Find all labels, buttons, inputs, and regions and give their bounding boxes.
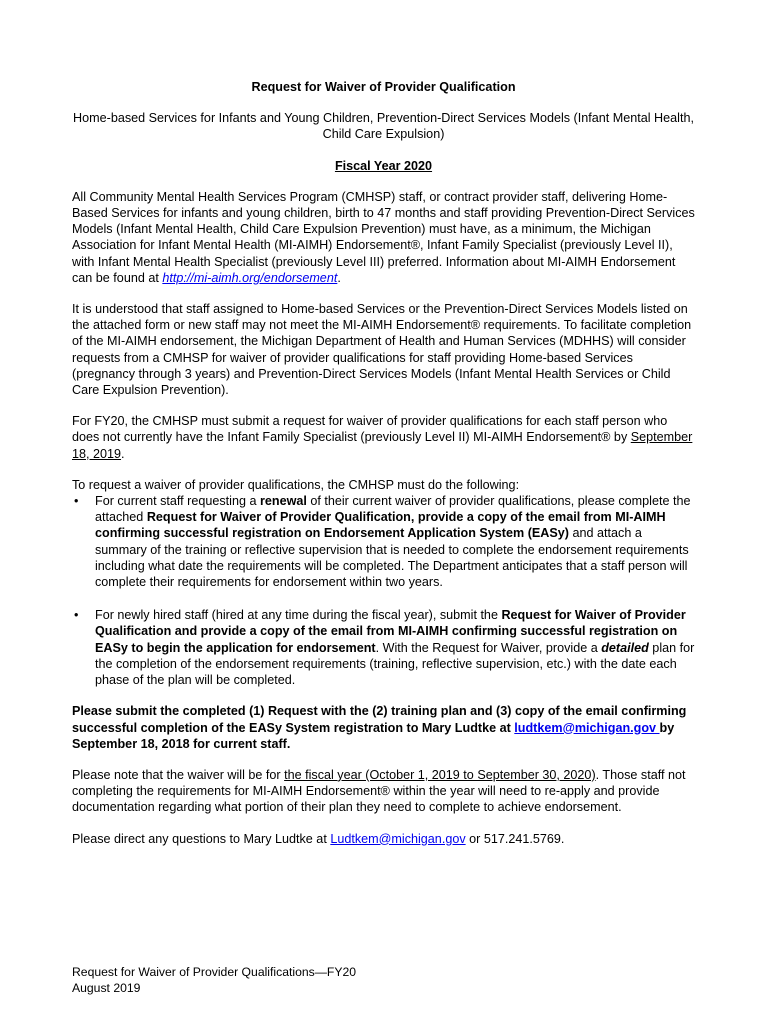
paragraph-fy20-text: For FY20, the CMHSP must submit a request for waiver of provider qualifications for each staff person who does not currently have the Infant Family Specialist (previously Level II) MI-AIMH Endorsement® by: [72, 414, 668, 445]
new-hire-text-3: plan for the completion of the endorsement requirements (training, reflective supervision, etc.) with the date each phase of the plan will be completed.: [95, 640, 695, 688]
new-hire-bold-1: Request for Waiver of Provider Qualification and provide a copy of the email from MI-AIMH confirming successful registration on EASy to begin the application for endorsement: [95, 608, 686, 655]
deadline-date: September 18, 2019: [72, 430, 693, 461]
paragraph-note: [72, 767, 695, 816]
paragraph-fy20-requirement: [72, 413, 695, 462]
renewal-bold-1: renewal: [259, 494, 307, 509]
submit-end: by September 18, 2018 for current staff.: [72, 720, 675, 751]
page-footer: [72, 965, 356, 996]
renewal-text-1: For current staff requesting a: [95, 494, 260, 509]
list-item-renewal: [72, 493, 695, 590]
submit-text: Please submit the completed (1) Request with the (2) training plan and (3) copy of the email confirming successful completion of the EASy System registration to Mary Ludtke at: [72, 704, 687, 735]
footer-date: August 2019: [72, 980, 141, 995]
contact-text-2: or 517.241.5769.: [465, 831, 565, 846]
new-hire-text-1: For newly hired staff (hired at any time during the fiscal year), submit the: [95, 608, 502, 623]
submit-email-link[interactable]: ludtkem@michigan.gov: [514, 720, 660, 735]
fiscal-year-period: the fiscal year (October 1, 2019 to September 30, 2020): [284, 767, 596, 782]
paragraph-eligibility-text: All Community Mental Health Services Program (CMHSP) staff, or contract provider staff, delivering Home-Based Services for infants and young children, birth to 47 months and staff providing Prevention-Direct Services Models (Infant Mental Health, Child Care Expulsion Prevention) must have, as a minimum, the Michigan Association for Infant Mental Health (MI-AIMH) Endorsement®, Infant Family Specialist (previously Level II), with Infant Mental Health Specialist (previously Level III) preferred. Information about MI-AIMH Endorsement can be found at: [72, 189, 695, 285]
paragraph-waiver-consideration: It is understood that staff assigned to Home-based Services or the Prevention-Direct Services Models listed on the attached form or new staff may not meet the MI-AIMH Endorsement® requirements. To facilitate completion of the MI-AIMH endorsement, the Michigan Department of Health and Human Services (MDHHS) will consider requests from a CMHSP for waiver of provider qualifications for staff providing Home-based Services (pregnancy through 3 years) and Prevention-Direct Services Models (Infant Mental Health Services or Child Care Expulsion Prevention).: [72, 302, 692, 398]
new-hire-text-2: . With the Request for Waiver, provide a: [375, 640, 602, 655]
contact-text-1: Please direct any questions to Mary Ludtke at: [72, 831, 331, 846]
paragraph-contact: [72, 831, 695, 847]
instructions-list: [72, 493, 695, 688]
endorsement-link[interactable]: http://mi-aimh.org/endorsement: [162, 270, 338, 285]
renewal-text-3: and attach a summary of the training or reflective supervision that is needed to complete the endorsement requirements including what date the requirements will be completed. The Department anticipates that a staff person will complete their requirements for endorsement within two years.: [95, 526, 689, 590]
document-body: [72, 79, 695, 862]
note-text-1: Please note that the waiver will be for: [72, 767, 285, 782]
paragraph-submit: [72, 703, 695, 752]
fiscal-year-heading: Fiscal Year 2020: [334, 158, 433, 173]
contact-email-link[interactable]: Ludtkem@michigan.gov: [330, 831, 466, 846]
instructions-intro: To request a waiver of provider qualifications, the CMHSP must do the following:: [72, 477, 520, 492]
renewal-text-2: of their current waiver of provider qualifications, please complete the attached: [95, 494, 691, 525]
footer-title: Request for Waiver of Provider Qualifications—FY20: [72, 965, 357, 979]
document-subtitle: Home-based Services for Infants and Young Children, Prevention-Direct Services Models (Infant Mental Health, Child Care Expulsion): [73, 111, 694, 142]
paragraph-fy20-end: .: [121, 446, 125, 461]
renewal-bold-2: Request for Waiver of Provider Qualification, provide a copy of the email from MI-AIMH confirming successful registration on Endorsement Application System (EASy): [95, 510, 666, 541]
paragraph-eligibility-end: .: [337, 270, 341, 285]
note-text-2: . Those staff not completing the requirements for MI-AIMH Endorsement® within the year will need to re-apply and provide documentation regarding what portion of their plan they need to complete to achieve endorsement.: [72, 767, 686, 815]
new-hire-bold-italic: detailed: [601, 640, 649, 655]
document-title: Request for Waiver of Provider Qualification: [251, 80, 516, 94]
paragraph-eligibility: [72, 189, 695, 286]
list-item-new-hire: [72, 607, 695, 688]
